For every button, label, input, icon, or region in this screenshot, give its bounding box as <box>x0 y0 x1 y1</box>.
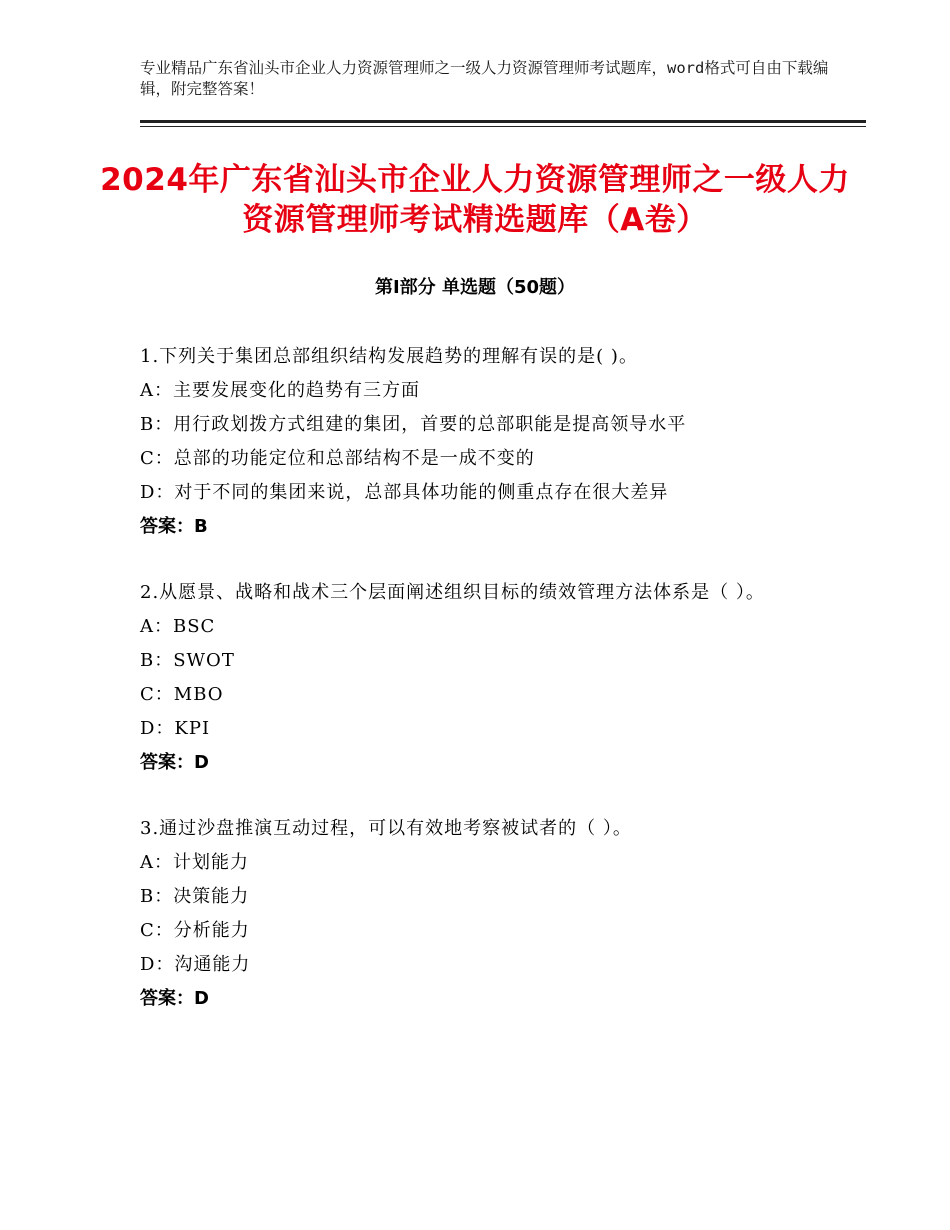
option-a: A：主要发展变化的趋势有三方面 <box>140 380 420 401</box>
question-list <box>140 340 830 1048</box>
answer-label: 答案：D <box>140 752 209 773</box>
answer-label: 答案：B <box>140 516 208 537</box>
header-rule-thick <box>140 120 866 123</box>
option-c: C：分析能力 <box>140 920 250 941</box>
question-1 <box>140 340 830 544</box>
option-d: D：KPI <box>140 718 211 739</box>
option-b: B：用行政划拨方式组建的集团，首要的总部职能是提高领导水平 <box>140 414 687 435</box>
option-b: B：SWOT <box>140 650 235 671</box>
document-title: 2024年广东省汕头市企业人力资源管理师之一级人力资源管理师考试精选题库（A卷） <box>100 162 850 238</box>
question-stem: 2.从愿景、战略和战术三个层面阐述组织目标的绩效管理方法体系是（ ）。 <box>140 582 765 603</box>
option-c: C：总部的功能定位和总部结构不是一成不变的 <box>140 448 535 469</box>
option-a: A：BSC <box>140 616 216 637</box>
question-stem: 3.通过沙盘推演互动过程，可以有效地考察被试者的（ ）。 <box>140 818 632 839</box>
section-title: 第Ⅰ部分 单选题（50题） <box>374 277 575 298</box>
option-b: B：决策能力 <box>140 886 250 907</box>
header-rule-thin <box>140 126 866 127</box>
header-note: 专业精品广东省汕头市企业人力资源管理师之一级人力资源管理师考试题库，word格式可自由下载编辑，附完整答案！ <box>140 59 829 98</box>
option-c: C：MBO <box>140 684 224 705</box>
question-stem: 1.下列关于集团总部组织结构发展趋势的理解有误的是( )。 <box>140 346 638 367</box>
option-a: A：计划能力 <box>140 852 249 873</box>
option-d: D：沟通能力 <box>140 954 251 975</box>
question-3 <box>140 812 830 1016</box>
option-d: D：对于不同的集团来说，总部具体功能的侧重点存在很大差异 <box>140 482 669 503</box>
answer-label: 答案：D <box>140 988 209 1009</box>
question-2 <box>140 576 830 780</box>
